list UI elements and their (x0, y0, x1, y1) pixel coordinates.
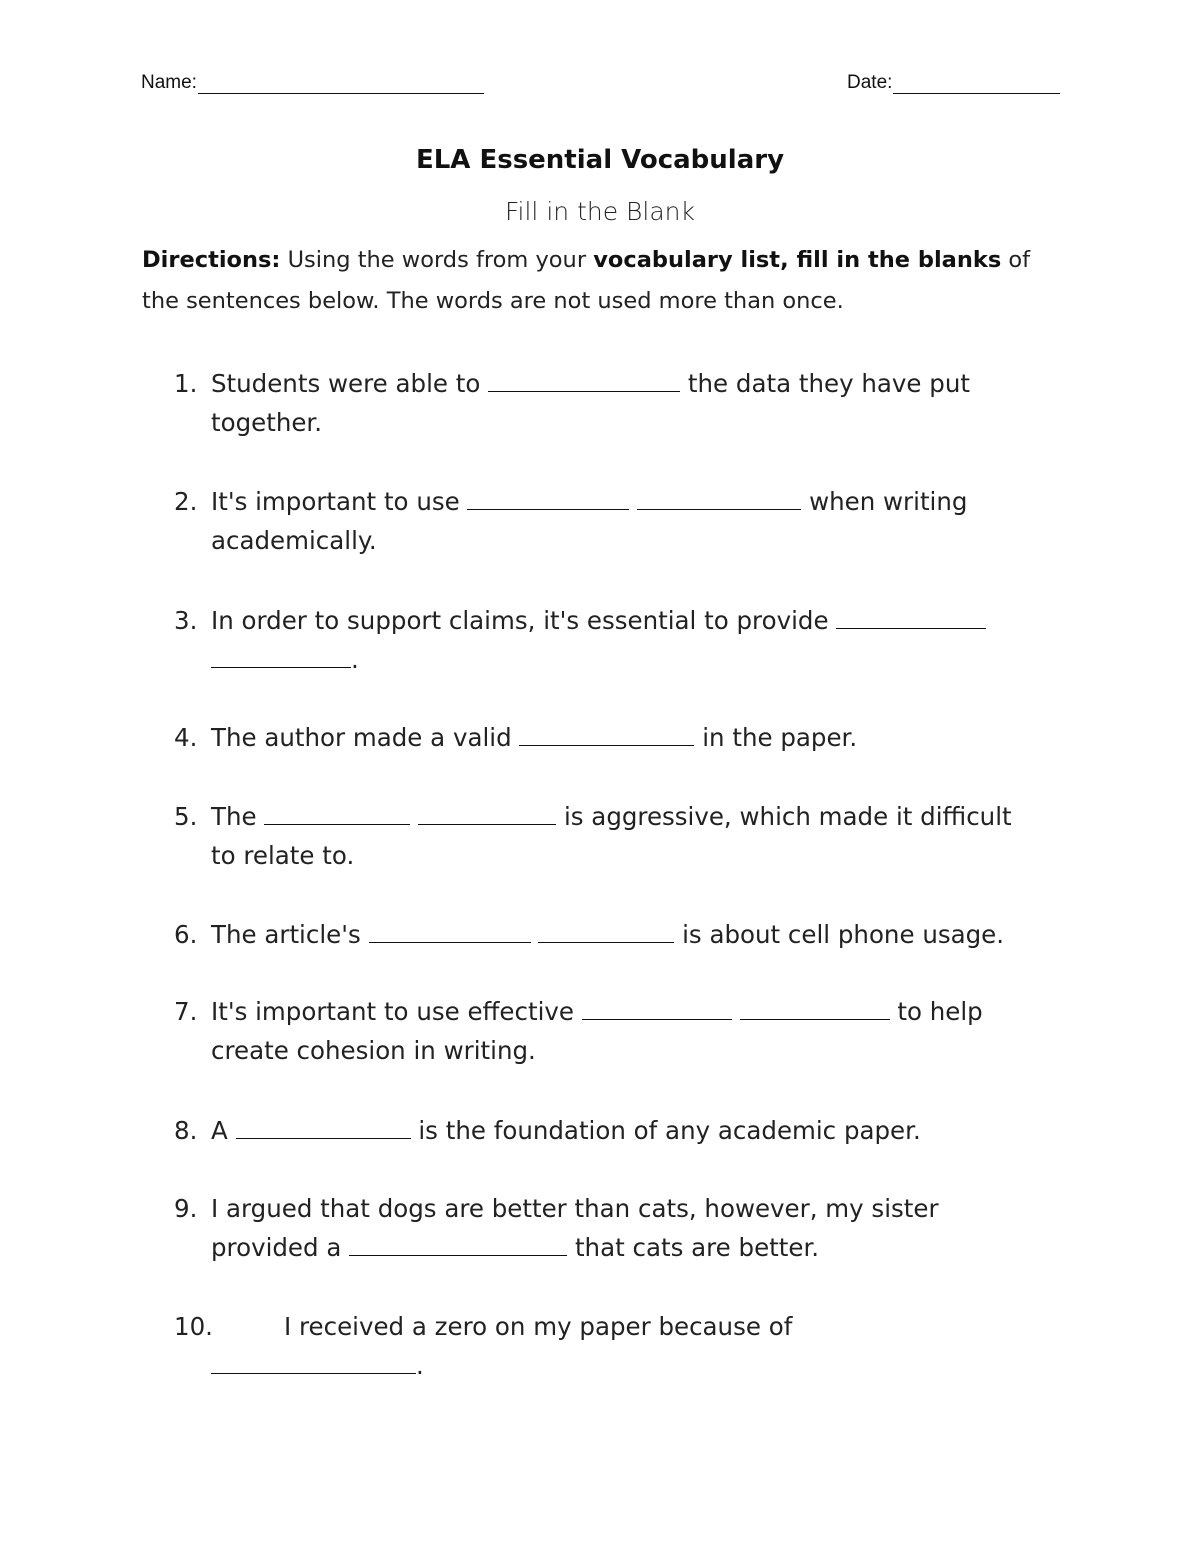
question-number: 3. (174, 606, 198, 635)
question-text: is the foundation of any academic paper. (410, 1116, 921, 1145)
answer-blank[interactable] (488, 365, 680, 392)
question-text: to relate to. (211, 841, 355, 870)
question-text: In order to support claims, it's essential to provide (211, 606, 837, 635)
question-text (732, 997, 740, 1026)
question-text: The author made a valid (211, 723, 520, 752)
question-number: 8. (174, 1116, 198, 1145)
name-field (141, 72, 484, 94)
question-number: 5. (174, 802, 198, 831)
question-text: I received a zero on my paper because of (284, 1312, 793, 1341)
answer-blank[interactable] (740, 993, 890, 1020)
question-text: create cohesion in writing. (211, 1036, 536, 1065)
answer-blank[interactable] (637, 483, 801, 510)
question-number: 1. (174, 369, 198, 398)
question-text: provided a (211, 1233, 350, 1262)
question-number: 4. (174, 723, 198, 752)
directions-text: Using the words from your (280, 247, 594, 273)
directions-comma: , (780, 247, 797, 273)
answer-blank[interactable] (836, 602, 986, 629)
question-text: that cats are better. (567, 1233, 820, 1262)
question-number: 9. (174, 1194, 198, 1223)
question-text (410, 802, 418, 831)
question-text: The (211, 802, 265, 831)
question-text: academically. (211, 526, 377, 555)
answer-blank[interactable] (211, 1347, 416, 1374)
question-text: It's important to use effective (211, 997, 582, 1026)
directions (142, 240, 1042, 322)
answer-blank[interactable] (211, 641, 351, 668)
question-text: . (416, 1351, 424, 1380)
question-continuation (211, 1346, 424, 1385)
question-number: 6. (174, 920, 198, 949)
question-text: . (351, 645, 359, 674)
name-blank[interactable] (198, 73, 484, 94)
answer-blank[interactable] (369, 916, 531, 943)
answer-blank[interactable] (519, 719, 694, 746)
question-text: is aggressive, which made it difficult (556, 802, 1012, 831)
answer-blank[interactable] (467, 483, 629, 510)
question-text (531, 920, 539, 949)
question-text: I argued that dogs are better than cats, however, my sister (211, 1194, 939, 1223)
answer-blank[interactable] (236, 1112, 411, 1139)
question-text: The article's (211, 920, 369, 949)
question-number: 10. (174, 1312, 213, 1341)
question-text: when writing (801, 487, 968, 516)
directions-label: Directions: (142, 247, 281, 273)
name-label: Name: (141, 72, 197, 93)
question-text: Students were able to (211, 369, 489, 398)
question-text: A (211, 1116, 236, 1145)
question-text: in the paper. (694, 723, 858, 752)
directions-bold-fill: fill in the blanks (796, 247, 1002, 273)
directions-text-end: of the sentences below. The words are not used more than once. (142, 247, 1031, 314)
question-number: 7. (174, 997, 198, 1026)
question-text: It's important to use (211, 487, 468, 516)
date-field (847, 72, 1060, 94)
question-text (629, 487, 637, 516)
answer-blank[interactable] (264, 798, 410, 825)
answer-blank[interactable] (349, 1229, 567, 1256)
date-label: Date: (847, 72, 893, 93)
answer-blank[interactable] (538, 916, 674, 943)
answer-blank[interactable] (582, 993, 732, 1020)
answer-blank[interactable] (418, 798, 556, 825)
date-blank[interactable] (893, 73, 1060, 94)
page-subtitle: Fill in the Blank (504, 197, 695, 226)
directions-bold-vocab: vocabulary list (593, 247, 781, 273)
question-text: to help (889, 997, 983, 1026)
page-title: ELA Essential Vocabulary (415, 145, 785, 175)
question-text: together. (211, 408, 323, 437)
question-text: the data they have put (680, 369, 970, 398)
question-text: is about cell phone usage. (674, 920, 1005, 949)
question-number: 2. (174, 487, 198, 516)
